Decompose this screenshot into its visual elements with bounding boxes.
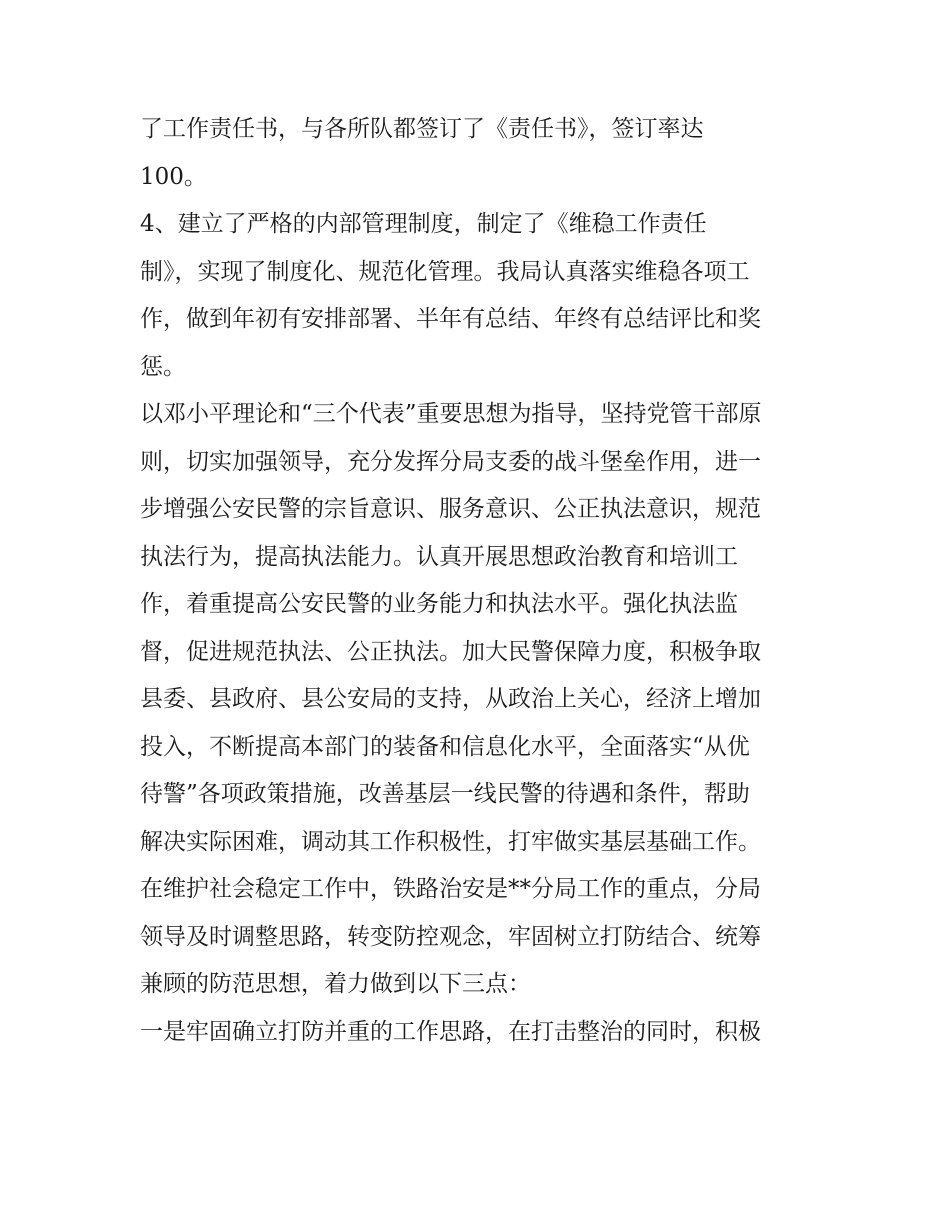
text-line: 步增强公安民警的宗旨意识、服务意识、公正执法意识，规范 (140, 496, 761, 522)
text-line: 解决实际困难，调动其工作积极性，打牢做实基层基础工作。 (140, 828, 761, 855)
text-line: 督，促进规范执法、公正执法。加大民警保障力度，积极争取 (140, 638, 761, 665)
text-line: 以邓小平理论和“三个代表”重要思想为指导，坚持党管干部原 (140, 401, 762, 427)
text-line: 作，着重提高公安民警的业务能力和执法水平。强化执法监 (140, 591, 738, 617)
text-line: 一是牢固确立打防并重的工作思路，在打击整治的同时，积极 (140, 1018, 761, 1045)
body-text (140, 106, 820, 1056)
text-line: 作，做到年初有安排部署、半年有总结、年终有总结评比和奖 (140, 306, 761, 332)
text-line: 在维护社会稳定工作中，铁路治安是**分局工作的重点，分局 (140, 876, 761, 902)
text-line: 惩。 (140, 353, 186, 380)
text-line: 领导及时调整思路，转变防控观念，牢固树立打防结合、统筹 (140, 923, 761, 950)
text-line: 待警”各项政策措施，改善基层一线民警的待遇和条件，帮助 (140, 781, 750, 807)
text-line: 了工作责任书，与各所队都签订了《责任书》，签订率达 (140, 116, 704, 142)
text-line: 执法行为，提高执法能力。认真开展思想政治教育和培训工 (140, 543, 738, 570)
text-line: 4、建立了严格的内部管理制度，制定了《维稳工作责任 (140, 211, 707, 237)
text-line: 投入，不断提高本部门的装备和信息化水平，全面落实“从优 (140, 733, 750, 760)
text-line: 兼顾的防范思想，着力做到以下三点： (140, 971, 531, 997)
text-line: 制》，实现了制度化、规范化管理。我局认真落实维稳各项工 (140, 258, 750, 285)
text-line: 则，切实加强领导，充分发挥分局支委的战斗堡垒作用，进一 (140, 448, 761, 475)
text-line: 100。 (140, 163, 207, 190)
text-line: 县委、县政府、县公安局的支持，从政治上关心，经济上增加 (140, 686, 761, 712)
